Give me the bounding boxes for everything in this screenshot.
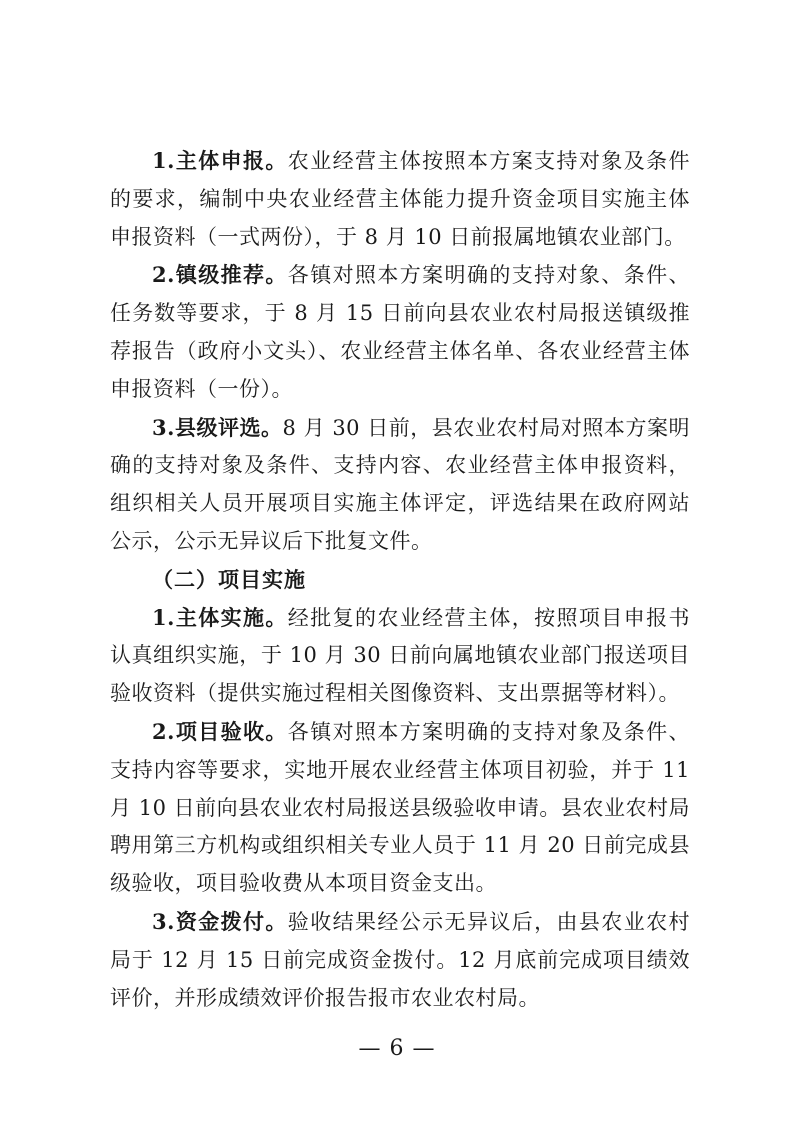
paragraph-project-acceptance	[110, 713, 690, 903]
paragraph-text: 验收结果经公示无异议后，由县农业农村局于 12 月 15 日前完成资金拨付。12 月底前完成项目绩效评价，并形成绩效评价报告报市农业农村局。	[110, 909, 690, 1010]
paragraph-county-selection	[110, 409, 690, 561]
paragraph-fund-allocation	[110, 903, 690, 1017]
document-body	[110, 142, 690, 1017]
paragraph-subject-application	[110, 142, 690, 256]
section-heading: （二）项目实施	[152, 566, 306, 592]
paragraph-lead: 3.县级评选。	[152, 414, 283, 440]
paragraph-text: 农业经营主体按照本方案支持对象及条件的要求，编制中央农业经营主体能力提升资金项目实施主体申报资料（一式两份），于 8 月 10 日前报属地镇农业部门。	[110, 149, 690, 249]
paragraph-text: 各镇对照本方案明确的支持对象及条件、支持内容等要求，实地开展农业经营主体项目初验，并于 11 月 10 日前向县农业农村局报送县级验收申请。县农业农村局聘用第三方机构或组织相关专业人员于 11 月 20 日前完成县级验收，项目验收费从本项目资金支出。	[110, 719, 690, 896]
paragraph-text: 各镇对照本方案明确的支持对象、条件、任务数等要求，于 8 月 15 日前向县农业农村局报送镇级推荐报告（政府小文头）、农业经营主体名单、各农业经营主体申报资料（一份）。	[110, 263, 690, 401]
paragraph-text: 经批复的农业经营主体，按照项目申报书认真组织实施，于 10 月 30 日前向属地镇农业部门报送项目验收资料（提供实施过程相关图像资料、支出票据等材料）。	[110, 605, 690, 706]
paragraph-lead: 2.镇级推荐。	[152, 262, 288, 288]
paragraph-town-recommendation	[110, 256, 690, 408]
page-number: — 6 —	[358, 1036, 436, 1061]
paragraph-subject-implementation	[110, 599, 690, 713]
paragraph-lead: 3.资金拨付。	[152, 908, 288, 934]
paragraph-lead: 2.项目验收。	[152, 718, 288, 744]
paragraph-lead: 1.主体申报。	[152, 148, 288, 173]
paragraph-lead: 1.主体实施。	[152, 604, 288, 630]
paragraph-text: 8 月 30 日前，县农业农村局对照本方案明确的支持对象及条件、支持内容、农业经营主体申报资料，组织相关人员开展项目实施主体评定，评选结果在政府网站公示，公示无异议后下批复文件。	[110, 415, 690, 553]
